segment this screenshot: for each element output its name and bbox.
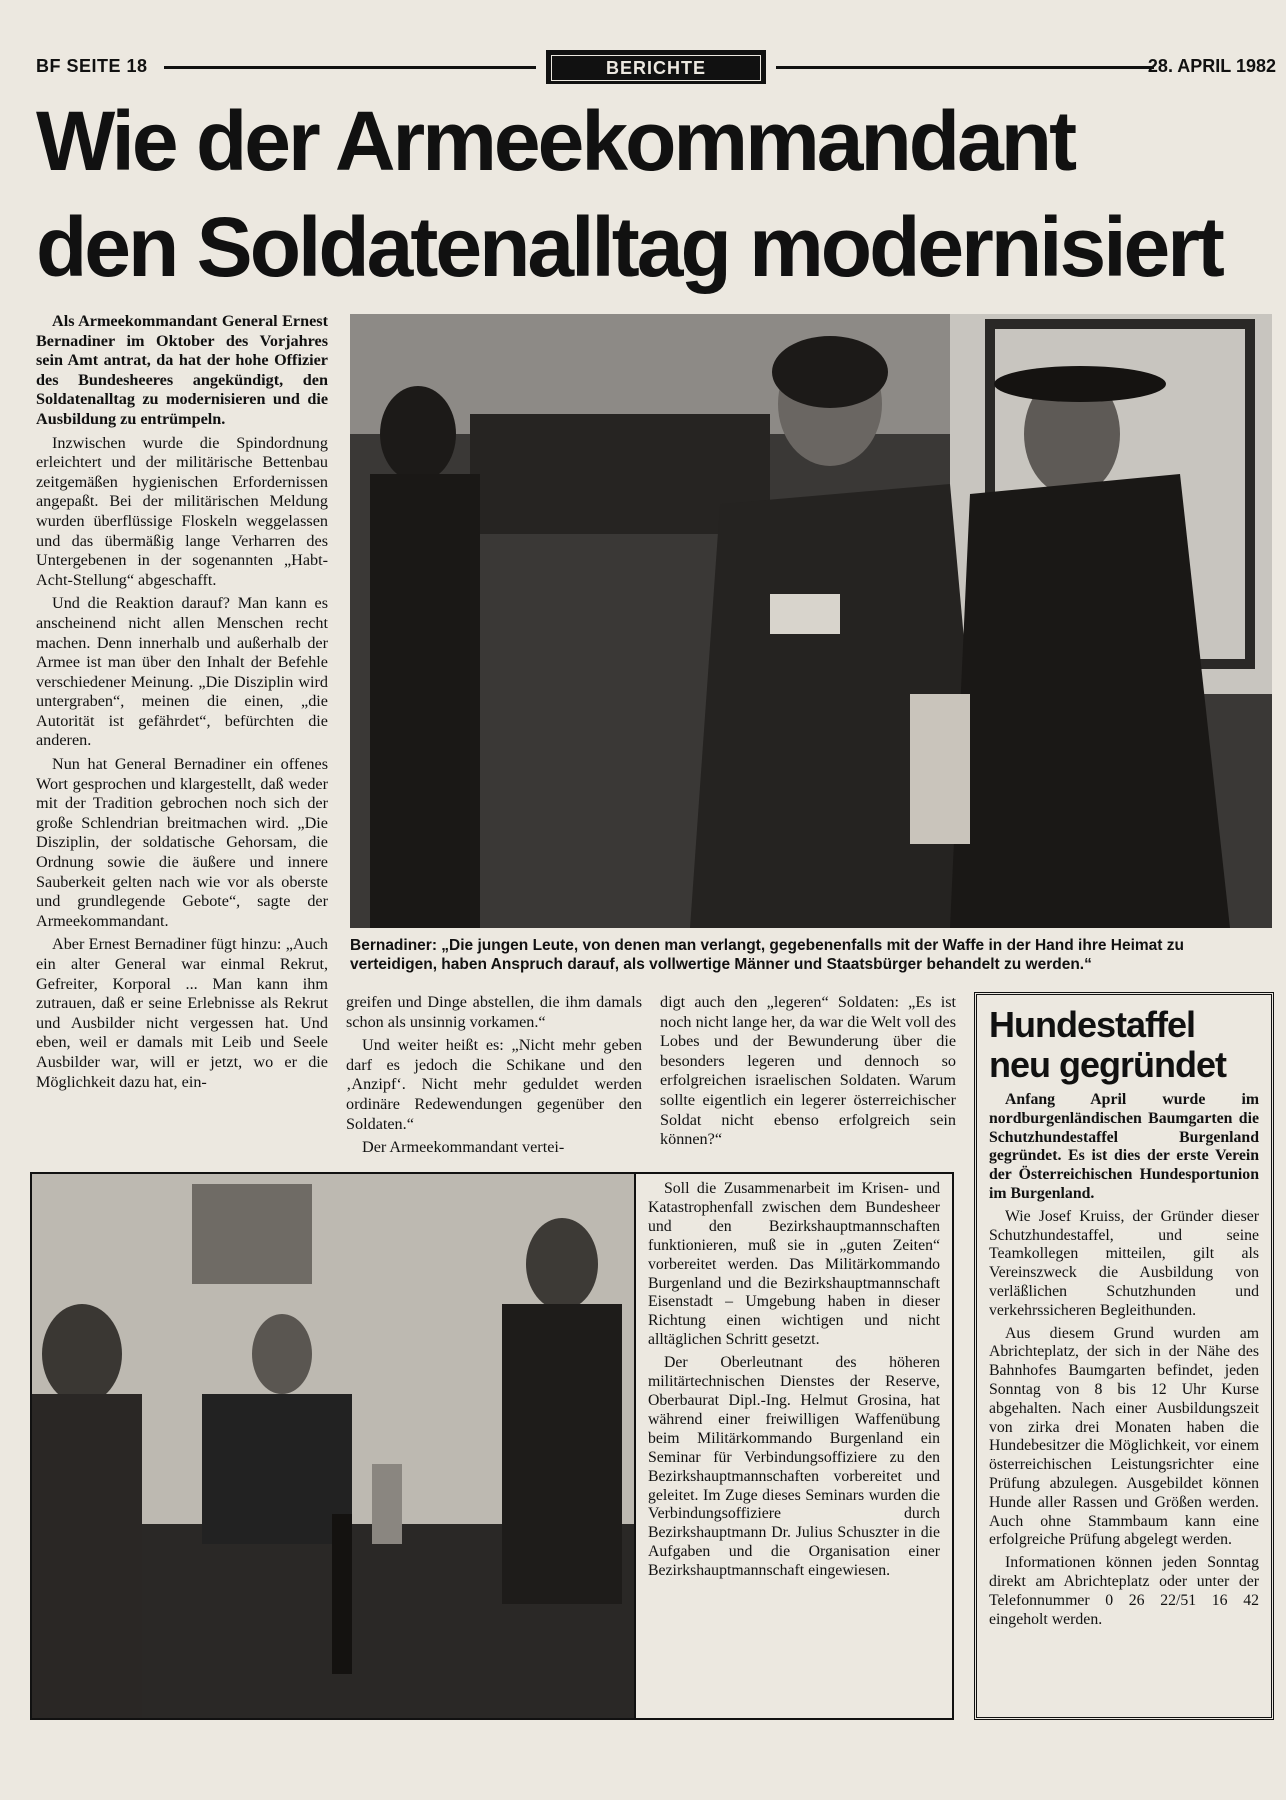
sidebar-lead: Anfang April wurde im nordburgenländischen Baumgarten die Schutzhundestaffel Burgenland gegründet. Es ist dies der erste Verein der Österreichischen Hundesportunion im Burgenland. xyxy=(989,1091,1259,1202)
article-paragraph: Der Armeekommandant vertei- xyxy=(362,1138,565,1157)
article-paragraph: Nun hat General Bernadiner ein offenes Wort gesprochen und klargestellt, daß weder mit der Tradition gebrochen noch sich der große Schlendrian breitmachen wird. „Die Disziplin, der soldatische Gehorsam, die Ordnung sowie die äußere und innere Sauberkeit gelten nach wie vor als oberste und grundlegende Gebote“, sagte der Armeekommandant. xyxy=(36,755,328,930)
main-photo xyxy=(350,314,1272,928)
article-column-middle xyxy=(346,993,642,1162)
sidebar-box xyxy=(974,992,1274,1720)
sidebar-paragraph: Informationen können jeden Sonntag direkt am Abrichteplatz oder unter der Telefonnummer 0 26 22/51 16 42 eingeholt werden. xyxy=(989,1554,1259,1628)
header-rule-left xyxy=(164,66,536,69)
sidebar-title: Hundestaffel neu gegründet xyxy=(989,1004,1226,1085)
article-paragraph: Und die Reaktion darauf? Man kann es anscheinend nicht allen Menschen recht machen. Denn innerhalb und außerhalb der Armee ist man über den Inhalt der Befehle verschiedener Meinung. „Die Disziplin wird untergraben“, meinen die einen, „die Autorität ist gefährdet“, befürchten die anderen. xyxy=(36,594,328,750)
article-paragraph: Und weiter heißt es: „Nicht mehr geben darf es jedoch die Schikane und den ‚Anzipf‘. Nicht mehr geduldet werden ordinäre Redewendungen gegenüber den Soldaten.“ xyxy=(346,1036,642,1133)
second-article-paragraph: Der Oberleutnant des höheren militärtechnischen Dienstes der Reserve, Oberbaurat Dipl.-Ing. Helmut Grosina, hat während einer freiwilligen Waffenübung beim Militärkommando Burgenland ein Seminar für Verbindungsoffiziere zu den Bezirkshauptmannschaften vorbereitet und geleitet. Im Zuge dieses Seminars wurden die Verbindungsoffiziere durch Bezirkshauptmann Dr. Julius Schuszter in die Aufgaben und die Organisation einer Bezirkshauptmannschaft eingewiesen. xyxy=(648,1354,940,1580)
sidebar-paragraph: Wie Josef Kruiss, der Gründer dieser Schutzhundestaffel, und seine Teamkollegen mitteilen, gilt als Vereinszweck die Ausbildung von verläßlichen Schutzhunden und verkehrssicheren Begleithunden. xyxy=(989,1207,1259,1319)
page-label: BF SEITE 18 xyxy=(36,56,148,76)
main-photo-image xyxy=(350,314,1272,928)
issue-date: 28. APRIL 1982 xyxy=(1147,56,1276,76)
second-article-paragraph: Soll die Zusammenarbeit im Krisen- und Katastrophenfall zwischen dem Bundesheer und den Bezirkshauptmannschaften funktionieren, muß sie in „guten Zeiten“ vorbereitet werden. Das Militärkommando Burgenland und die Bezirkshauptmannschaft Eisenstadt – Umgebung haben in dieser Richtung einen wichtigen und nicht alltäglichen Schritt gesetzt. xyxy=(648,1180,940,1349)
article-lead: Als Armeekommandant General Ernest Bernadiner im Oktober des Vorjahres sein Amt antrat, da hat der hohe Offizier des Bundesheeres angekündigt, den Soldatenalltag zu modernisieren und die Ausbildung zu entrümpeln. xyxy=(36,312,328,428)
article-column-left xyxy=(36,312,328,1096)
second-article-body xyxy=(648,1180,940,1581)
headline-line-1: Wie der Armeekommandant xyxy=(36,94,1075,188)
second-article-box xyxy=(634,1172,954,1720)
headline xyxy=(36,88,1276,300)
article-paragraph: greifen und Dinge abstellen, die ihm damals schon als unsinnig vorkamen.“ xyxy=(346,993,642,1031)
article-paragraph: Inzwischen wurde die Spindordnung erleichtert und der militärische Bettenbau zeitgemäßen hygienischen Erfordernissen angepaßt. Bei der militärischen Meldung wurden überflüssige Floskeln weggelassen und das übermäßig lange Verharren des Untergebenen in der sogenannten „Habt-Acht-Stellung“ abgeschafft. xyxy=(36,433,328,589)
sidebar-paragraph: Aus diesem Grund wurden am Abrichteplatz, der sich in der Nähe des Bahnhofes Baumgarten befindet, jeden Sonntag von 8 bis 12 Uhr Kurse abgehalten. Nach einer Ausbildungszeit von zirka drei Monaten haben die Hundebesitzer die Möglichkeit, vor einem österreichischen Leistungsrichter eine Prüfung abzulegen. Ausgebildet können Hunde aller Rassen und Größen werden. Auch ohne Stammbaum kann eine erfolgreiche Prüfung abgelegt werden. xyxy=(989,1324,1259,1549)
photo-caption: Bernadiner: „Die jungen Leute, von denen man verlangt, gegebenenfalls mit der Waffe in der Hand ihre Heimat zu verteidigen, haben Anspruch darauf, als vollwertige Männer und Staatsbürger behandelt zu werden.“ xyxy=(350,937,1184,973)
page-header xyxy=(36,50,1276,84)
headline-line-2: den Soldatenalltag modernisiert xyxy=(36,200,1222,294)
article-paragraph: digt auch den „legeren“ Soldaten: „Es ist noch nicht lange her, da war die Welt voll des Lobes und der Bewunderung über die besonders legeren und dennoch so erfolgreichen israelischen Soldaten. Warum sollte eigentlich ein legerer österreichischer Soldat nicht ebenso erfolgreich sein können?“ xyxy=(660,993,956,1149)
sidebar-body xyxy=(989,1091,1259,1629)
section-label: BERICHTE xyxy=(546,50,766,84)
article-column-right xyxy=(660,993,956,1154)
lower-photo xyxy=(30,1172,636,1720)
header-rule-right xyxy=(776,66,1154,69)
lower-photo-image xyxy=(32,1174,634,1718)
article-paragraph: Aber Ernest Bernadiner fügt hinzu: „Auch ein alter General war einmal Rekrut, Gefreiter, Korporal ... Man kann ihm zutrauen, daß er seine Erlebnisse als Rekrut und Ausbilder nicht vergessen hat. Und eben, weil er damals mit Leib und Seele Ausbilder war, will er jetzt, wo er die Möglichkeit dazu hat, ein- xyxy=(36,935,328,1091)
